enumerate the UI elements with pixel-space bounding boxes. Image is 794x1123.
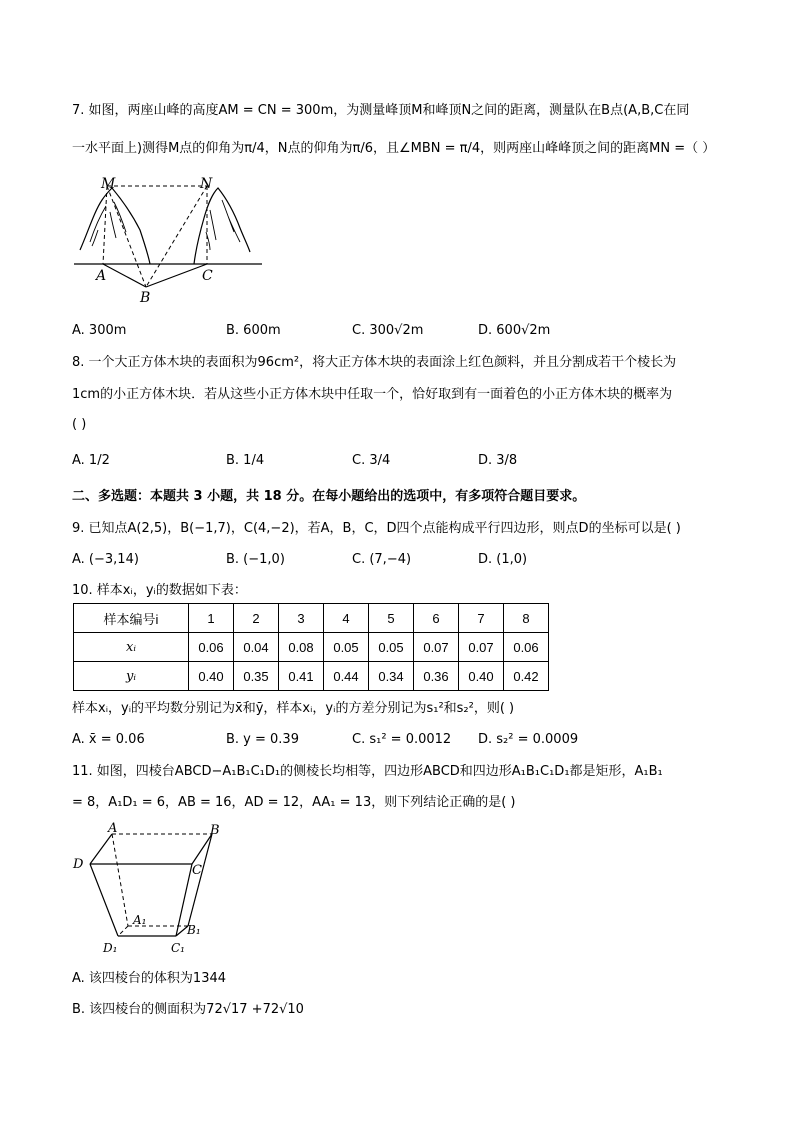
table-cell: 0.41 [279, 662, 324, 691]
label-A: A [108, 821, 118, 836]
q7-option-c[interactable]: C. 300√2m [352, 323, 424, 338]
table-row-label-y: yᵢ [74, 662, 189, 691]
table-cell: 7 [459, 604, 504, 633]
q7-mountain-figure [70, 172, 270, 307]
label-N: N [200, 176, 213, 192]
q8-text-line1: 8. 一个大正方体木块的表面积为96cm²，将大正方体木块的表面涂上红色颜料，并且分割成若干个棱长为 [72, 355, 677, 370]
table-cell: 0.44 [324, 662, 369, 691]
table-header-label: 样本编号i [74, 604, 189, 633]
q9-option-d[interactable]: D. (1,0) [478, 552, 528, 567]
q10-option-d[interactable]: D. s₂² = 0.0009 [478, 732, 579, 747]
table-cell: 0.40 [189, 662, 234, 691]
q7-text-line2: 一水平面上)测得M点的仰角为π/4，N点的仰角为π/6，且∠MBN = π/4，则两座山峰峰顶之间的距离MN =（ ） [72, 141, 716, 156]
label-C: C [192, 863, 202, 878]
q10-data-table [73, 603, 549, 691]
table-cell: 0.42 [504, 662, 549, 691]
table-cell: 0.07 [459, 633, 504, 662]
label-B: B [140, 290, 151, 306]
table-cell: 0.05 [324, 633, 369, 662]
q10-text-line2: 样本xᵢ，yᵢ的平均数分别记为x̄和ȳ，样本xᵢ，yᵢ的方差分别记为s₁²和s₂²，则( ) [72, 701, 515, 716]
q10-text-line1: 10. 样本xᵢ，yᵢ的数据如下表： [72, 583, 247, 598]
table-cell: 8 [504, 604, 549, 633]
q11-option-b[interactable]: B. 该四棱台的侧面积为72√17 +72√10 [72, 1002, 304, 1017]
table-cell: 0.07 [414, 633, 459, 662]
table-cell: 2 [234, 604, 279, 633]
label-D: D [73, 857, 84, 872]
table-cell: 0.06 [504, 633, 549, 662]
q8-option-a[interactable]: A. 1/2 [72, 453, 110, 468]
q9-text-line1: 9. 已知点A(2,5)，B(−1,7)，C(4,−2)，若A，B，C，D四个点能构成平行四边形，则点D的坐标可以是( ) [72, 521, 681, 536]
q8-option-c[interactable]: C. 3/4 [352, 453, 391, 468]
q9-option-b[interactable]: B. (−1,0) [226, 552, 285, 567]
q9-option-a[interactable]: A. (−3,14) [72, 552, 139, 567]
q7-option-a[interactable]: A. 300m [72, 323, 127, 338]
table-row [74, 604, 549, 633]
table-cell: 0.34 [369, 662, 414, 691]
table-row-label-x: xᵢ [74, 633, 189, 662]
q7-text-line1: 7. 如图，两座山峰的高度AM = CN = 300m，为测量峰顶M和峰顶N之间的距离，测量队在B点(A,B,C在同 [72, 103, 690, 118]
label-A: A [96, 268, 107, 284]
table-cell: 0.35 [234, 662, 279, 691]
table-cell: 0.36 [414, 662, 459, 691]
q8-option-d[interactable]: D. 3/8 [478, 453, 518, 468]
q11-frustum-figure [70, 820, 235, 960]
label-M: M [101, 176, 116, 192]
q7-option-d[interactable]: D. 600√2m [478, 323, 551, 338]
table-cell: 0.06 [189, 633, 234, 662]
table-row [74, 662, 549, 691]
table-cell: 0.08 [279, 633, 324, 662]
table-cell: 5 [369, 604, 414, 633]
q8-option-b[interactable]: B. 1/4 [226, 453, 265, 468]
label-B: B [210, 823, 220, 838]
q9-option-c[interactable]: C. (7,−4) [352, 552, 412, 567]
label-A1: A₁ [133, 913, 147, 927]
table-cell: 1 [189, 604, 234, 633]
q7-option-b[interactable]: B. 600m [226, 323, 281, 338]
table-cell: 0.04 [234, 633, 279, 662]
label-B1: B₁ [187, 923, 201, 937]
section-title: 二、多选题：本题共 3 小题，共 18 分。在每小题给出的选项中，有多项符合题目要求。 [72, 489, 586, 504]
q11-text-line2: = 8，A₁D₁ = 6，AB = 16，AD = 12，AA₁ = 13，则下列结论正确的是( ) [72, 795, 516, 810]
table-row [74, 633, 549, 662]
label-D1: D₁ [103, 941, 118, 955]
table-cell: 0.05 [369, 633, 414, 662]
table-cell: 3 [279, 604, 324, 633]
q10-option-c[interactable]: C. s₁² = 0.0012 [352, 732, 452, 747]
label-C: C [202, 268, 213, 284]
q11-option-a[interactable]: A. 该四棱台的体积为1344 [72, 971, 227, 986]
table-cell: 6 [414, 604, 459, 633]
table-cell: 4 [324, 604, 369, 633]
q10-option-a[interactable]: A. x̄ = 0.06 [72, 732, 145, 747]
table-cell: 0.40 [459, 662, 504, 691]
q8-text-line3: ( ) [72, 417, 87, 432]
label-C1: C₁ [171, 941, 185, 955]
q10-option-b[interactable]: B. y = 0.39 [226, 732, 299, 747]
q11-text-line1: 11. 如图，四棱台ABCD−A₁B₁C₁D₁的侧棱长均相等，四边形ABCD和四边形A₁B₁C₁D₁都是矩形，A₁B₁ [72, 764, 663, 779]
q8-text-line2: 1cm的小正方体木块．若从这些小正方体木块中任取一个，恰好取到有一面着色的小正方体木块的概率为 [72, 387, 673, 402]
